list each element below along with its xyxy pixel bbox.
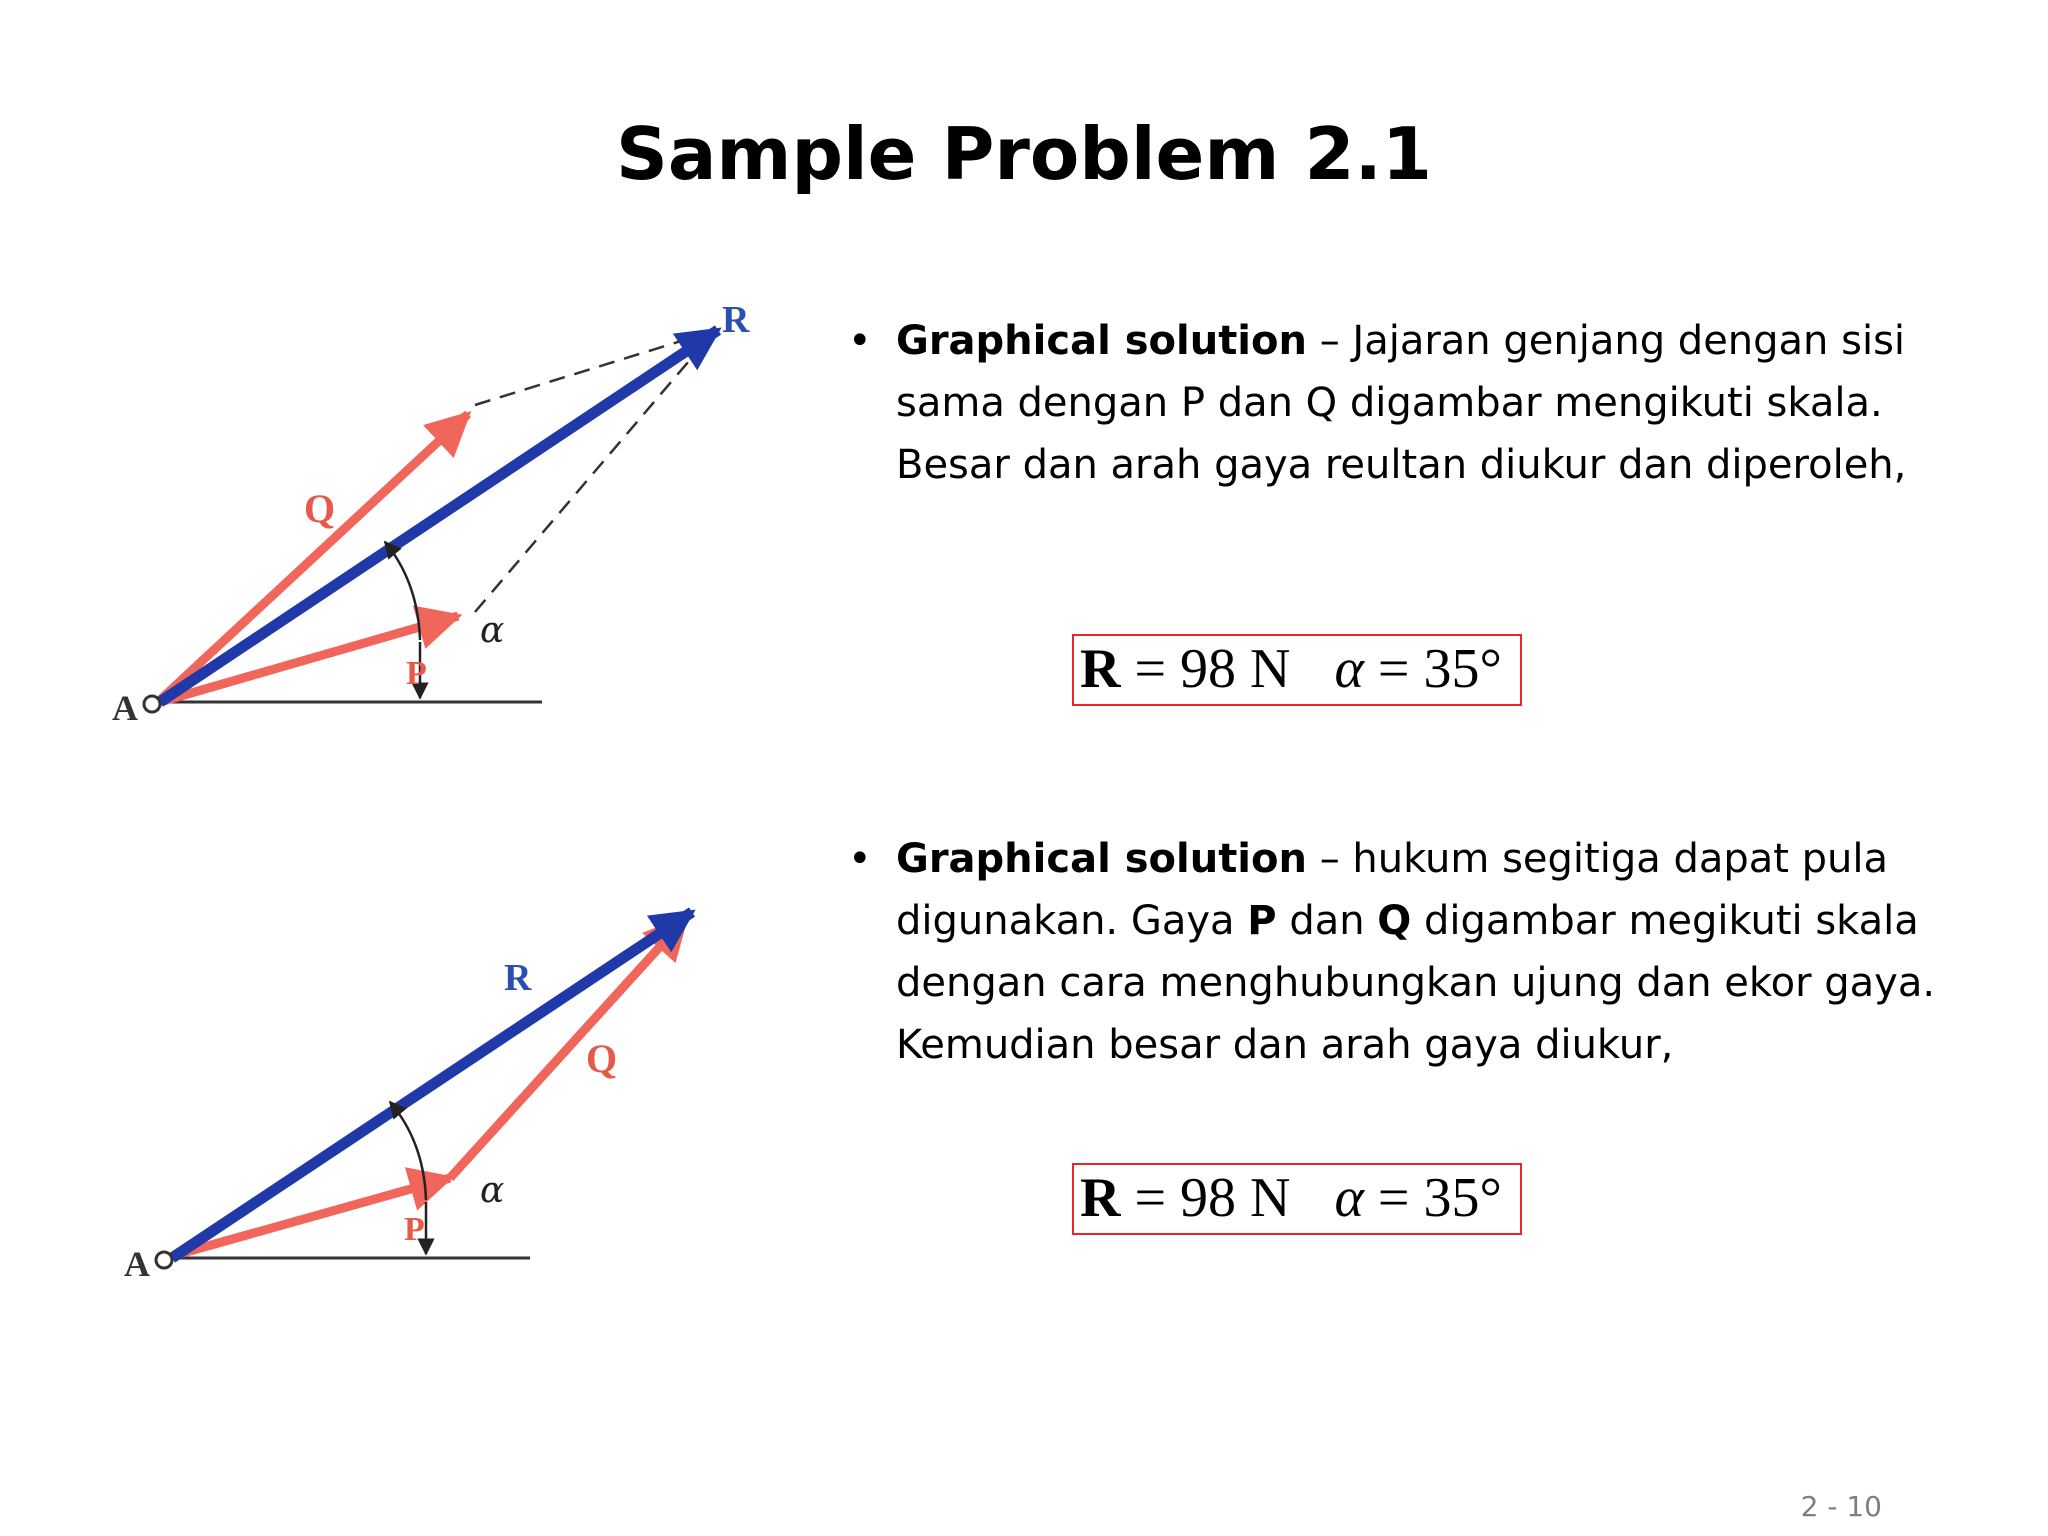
- result-equation-box: [1072, 1163, 1522, 1235]
- point-a: [144, 696, 160, 712]
- alpha-value: = 35°: [1363, 638, 1502, 700]
- label-alpha: α: [480, 610, 505, 651]
- result-equation-box: [1072, 634, 1522, 706]
- resultant-r-arrow: [172, 912, 692, 1258]
- bullet-body: – Jajaran genjang dengan sisi sama dengan P dan Q digambar mengikuti skala. Besar dan arah gaya reultan diukur dan diperoleh,: [896, 318, 1907, 488]
- bullet-body-b: dan: [1276, 898, 1378, 944]
- resultant-value: = 98 N: [1120, 1167, 1291, 1229]
- alpha-symbol: α: [1334, 1167, 1364, 1229]
- triangle-figure: [124, 880, 760, 1300]
- label-a: A: [112, 688, 138, 728]
- label-r: R: [504, 957, 532, 999]
- resultant-symbol: R: [1080, 638, 1121, 700]
- bullet-graphical-parallelogram: [848, 310, 2008, 496]
- page-title: Sample Problem 2.1: [615, 112, 1432, 196]
- bold-q: Q: [1377, 898, 1412, 944]
- bullet-text: [896, 310, 2008, 496]
- bullet-body-a: – hukum segitiga dapat pula digunakan. Gaya: [896, 836, 1889, 944]
- alpha-value: = 35°: [1363, 1167, 1502, 1229]
- bullet-text: [896, 828, 2008, 1076]
- bullet-dot: •: [848, 318, 872, 364]
- label-p: P: [406, 655, 427, 692]
- label-r: R: [722, 299, 750, 341]
- page-number: 2 - 10: [1800, 1490, 1882, 1523]
- bullet-heading: Graphical solution: [896, 318, 1307, 364]
- point-a: [156, 1252, 172, 1268]
- parallelogram-figure: [112, 290, 790, 750]
- resultant-r-arrow: [160, 330, 718, 702]
- label-q: Q: [586, 1036, 618, 1081]
- alpha-symbol: α: [1334, 638, 1364, 700]
- bullet-heading: Graphical solution: [896, 836, 1307, 882]
- resultant-symbol: R: [1080, 1167, 1121, 1229]
- bullet-graphical-triangle: [848, 828, 2008, 1076]
- bold-p: P: [1247, 898, 1277, 944]
- resultant-value: = 98 N: [1120, 638, 1291, 700]
- dashed-side-top: [475, 332, 710, 405]
- bullet-dot: •: [848, 836, 872, 882]
- label-a: A: [124, 1244, 150, 1284]
- bullet-body-c: digambar megikuti skala dengan cara menghubungkan ujung dan ekor gaya. Kemudian besar dan arah gaya diukur,: [896, 898, 1936, 1068]
- label-q: Q: [304, 486, 336, 531]
- label-alpha: α: [480, 1170, 505, 1211]
- label-p: P: [404, 1211, 425, 1248]
